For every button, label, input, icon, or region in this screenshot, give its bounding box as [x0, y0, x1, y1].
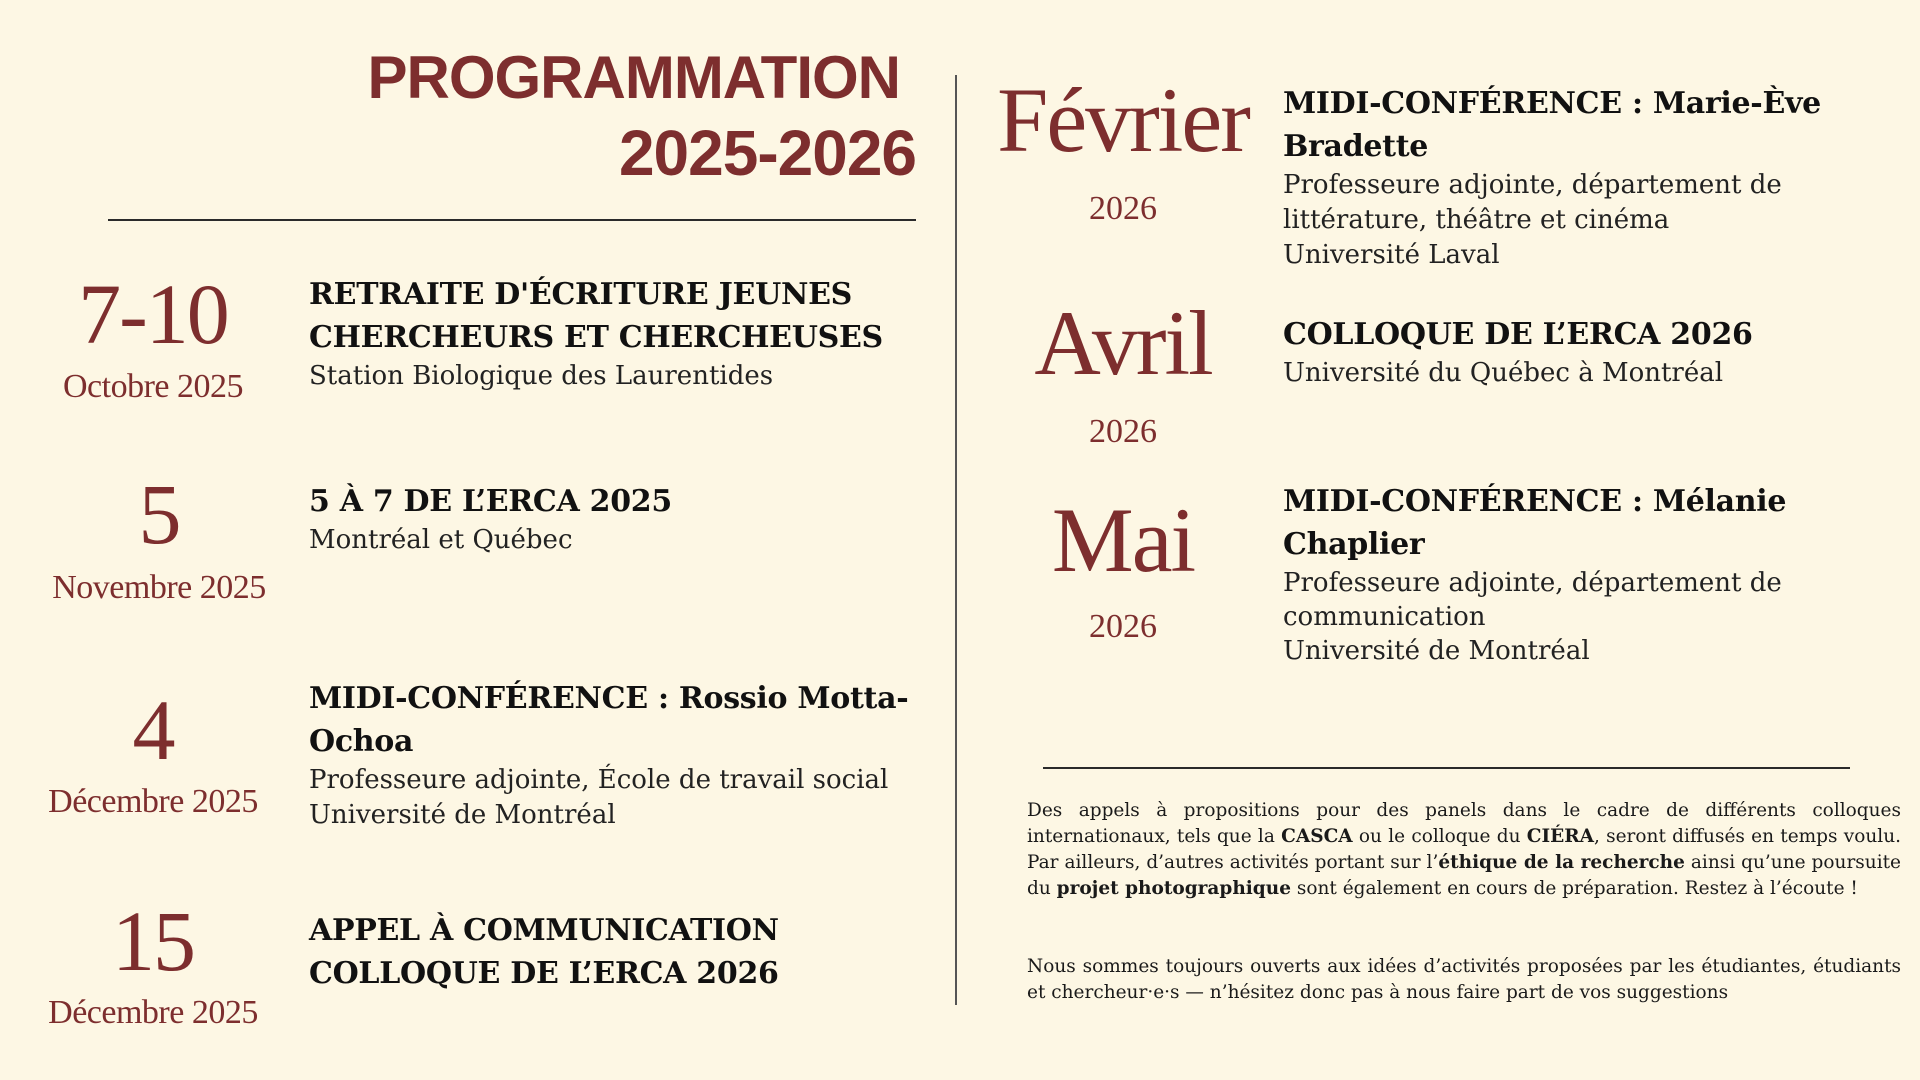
note-bold-projet: projet photographique — [1056, 878, 1291, 899]
note-paragraph-1 — [1027, 798, 1901, 902]
event-title: COLLOQUE DE L’ERCA 2026 — [309, 956, 779, 991]
event-detail: Professeure adjointe, département de — [1283, 170, 1782, 200]
date-day: 7-10 — [78, 266, 228, 362]
date-month-year: Novembre 2025 — [52, 569, 266, 606]
event-detail: littérature, théâtre et cinéma — [1283, 205, 1670, 235]
event-detail: Université du Québec à Montréal — [1283, 358, 1724, 388]
event-date-7 — [993, 489, 1253, 645]
event-detail: Université Laval — [1283, 240, 1500, 270]
event-detail: Montréal et Québec — [309, 525, 573, 555]
event-title: MIDI-CONFÉRENCE : Rossio Motta- — [309, 681, 909, 716]
event-detail: Station Biologique des Laurentides — [309, 361, 774, 391]
date-year: 2026 — [1089, 413, 1157, 450]
note-text: Des appels à propositions pour des panels dans le cadre de différents colloques internationaux, tels que la — [1027, 800, 1901, 847]
title-line-2: 2025-2026 — [618, 117, 916, 189]
page-title — [108, 44, 916, 189]
event-detail: Professeure adjointe, département de — [1283, 568, 1782, 598]
date-month: Avril — [1034, 292, 1212, 394]
event-title: COLLOQUE DE L’ERCA 2026 — [1283, 317, 1753, 352]
right-divider — [1043, 767, 1850, 769]
note-bold-ciera: CIÉRA — [1526, 826, 1594, 847]
event-title: RETRAITE D'ÉCRITURE JEUNES — [309, 277, 853, 312]
date-year: 2026 — [1089, 190, 1157, 227]
event-date-5 — [993, 69, 1253, 227]
event-6 — [1283, 313, 1753, 391]
event-title: MIDI-CONFÉRENCE : Marie-Ève — [1283, 86, 1821, 121]
event-title: Chaplier — [1283, 527, 1425, 562]
date-day: 15 — [112, 893, 194, 989]
event-title: APPEL À COMMUNICATION — [309, 913, 779, 948]
note-text: ainsi qu’une poursuite du — [1027, 852, 1902, 899]
event-title: Bradette — [1283, 129, 1429, 164]
date-day: 5 — [138, 466, 180, 562]
event-detail: communication — [1283, 602, 1486, 632]
note-text: ou le colloque du — [1352, 826, 1527, 847]
date-month: Mai — [1051, 489, 1195, 591]
note-bold-ethique: éthique de la recherche — [1438, 852, 1685, 873]
event-3 — [309, 677, 908, 833]
event-7 — [1283, 480, 1786, 668]
date-month-year: Octobre 2025 — [62, 368, 243, 405]
event-title: Ochoa — [309, 724, 414, 759]
event-title: MIDI-CONFÉRENCE : Mélanie — [1283, 484, 1787, 519]
note-bold-casca: CASCA — [1281, 826, 1353, 847]
event-detail: Université de Montréal — [1283, 636, 1590, 666]
date-year: 2026 — [1089, 608, 1157, 645]
event-2 — [309, 480, 672, 558]
title-line-1: PROGRAMMATION — [367, 44, 900, 111]
event-1 — [309, 273, 883, 394]
event-date-3 — [28, 682, 278, 820]
column-divider — [955, 75, 957, 1005]
note-text: , seront diffusés en temps voulu. Par ailleurs, d’autres activités portant sur l’ — [1027, 826, 1901, 873]
event-date-1 — [28, 266, 278, 405]
event-date-6 — [993, 292, 1253, 450]
event-date-2 — [34, 466, 284, 606]
note-text: sont également en cours de préparation. Restez à l’écoute ! — [1290, 878, 1858, 899]
date-day: 4 — [132, 682, 174, 778]
date-month-year: Décembre 2025 — [48, 994, 258, 1031]
event-date-4 — [28, 893, 278, 1031]
event-5 — [1283, 82, 1821, 273]
note-paragraph-2: Nous sommes toujours ouverts aux idées d’activités proposées par les étudiantes, étudiants et chercheur·e·s — n’hésitez donc pas à nous faire part de vos suggestions — [1027, 956, 1901, 1003]
event-title: 5 À 7 DE L’ERCA 2025 — [309, 484, 672, 519]
left-divider — [108, 219, 916, 221]
event-title: CHERCHEURS ET CHERCHEUSES — [309, 320, 883, 355]
event-detail: Université de Montréal — [309, 800, 616, 830]
date-month-year: Décembre 2025 — [48, 783, 258, 820]
event-detail: Professeure adjointe, École de travail social — [309, 765, 889, 795]
event-4 — [309, 909, 779, 995]
date-month: Février — [997, 69, 1249, 171]
